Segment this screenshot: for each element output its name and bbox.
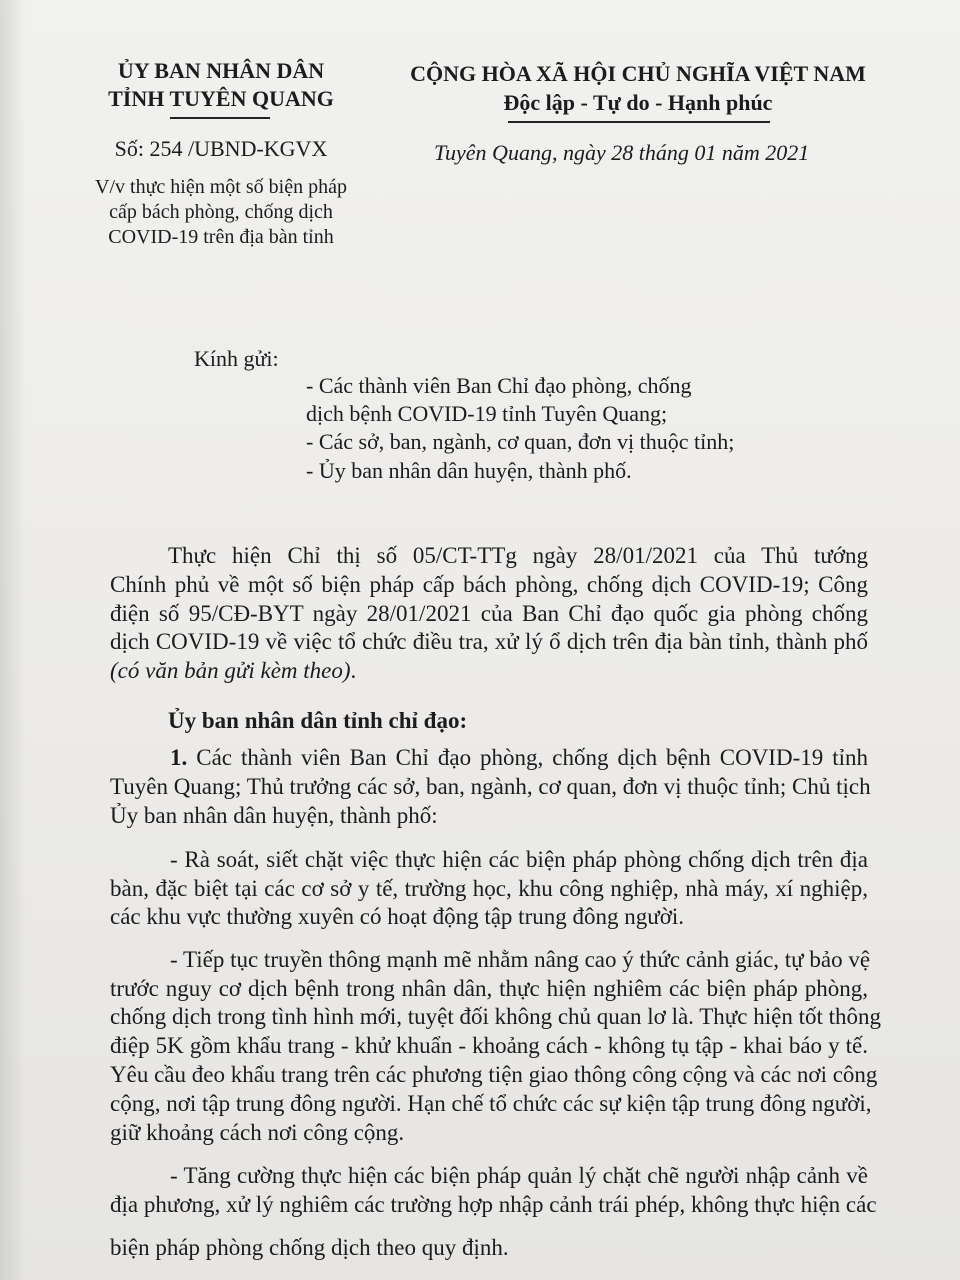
nation-motto: Độc lập - Tự do - Hạnh phúc: [503, 90, 773, 115]
item1-line: Ủy ban nhân dân huyện, thành phố:: [110, 803, 438, 828]
bullet3-line: - Tăng cường thực hiện các biện pháp quản lý chặt chẽ người nhập cảnh về: [170, 1163, 868, 1188]
bullet1-line: các khu vực thường xuyên có hoạt động tập trung đông người.: [110, 904, 685, 929]
subject-line: V/v thực hiện một số biện pháp: [95, 176, 347, 198]
bullet2-line: cộng, nơi tập trung đông người. Hạn chế tổ chức các sự kiện tập trung đông người,: [110, 1091, 872, 1116]
subject-line: COVID-19 trên địa bàn tỉnh: [108, 226, 334, 248]
recipient-line: - Ủy ban nhân dân huyện, thành phố.: [306, 458, 632, 483]
intro-line: Thực hiện Chỉ thị số 05/CT-TTg ngày 28/01/2021 của Thủ tướng: [168, 543, 868, 568]
recipient-line: - Các sở, ban, ngành, cơ quan, đơn vị thuộc tỉnh;: [306, 429, 735, 454]
item1-line: Tuyên Quang; Thủ trưởng các sở, ban, ngành, cơ quan, đơn vị thuộc tỉnh; Chủ tịch: [110, 774, 871, 799]
intro-note: [110, 657, 356, 685]
bullet2-line: giữ khoảng cách nơi công cộng.: [110, 1120, 405, 1145]
recipients-label: Kính gửi:: [194, 346, 279, 371]
bullet2-line: trước nguy cơ dịch bệnh trong nhân dân, thực hiện nghiêm các biện pháp phòng,: [110, 976, 868, 1001]
bullet2-line: - Tiếp tục truyền thông mạnh mẽ nhằm nâng cao ý thức cảnh giác, tự bảo vệ: [170, 947, 871, 972]
intro-line: điện số 95/CĐ-BYT ngày 28/01/2021 của Ban Chỉ đạo quốc gia phòng chống: [110, 601, 868, 626]
intro-line: dịch COVID-19 về việc tổ chức điều tra, xử lý ổ dịch trên địa bàn tỉnh, thành phố: [110, 629, 868, 654]
document-number: Số: 254 /UBND-KGVX: [114, 136, 328, 161]
intro-italic-note: (có văn bản gửi kèm theo): [110, 658, 351, 683]
item1-number: 1.: [170, 745, 188, 770]
motto-underline: [508, 121, 770, 123]
agency-province: TỈNH TUYÊN QUANG: [108, 86, 334, 111]
bullet1-line: - Rà soát, siết chặt việc thực hiện các biện pháp phòng chống dịch trên địa: [170, 847, 868, 872]
page-shadow: [0, 0, 26, 1280]
bullet1-line: bàn, đặc biệt tại các cơ sở y tế, trường học, khu công nghiệp, nhà máy, xí nghiệp,: [110, 876, 868, 901]
agency-name: ỦY BAN NHÂN DÂN: [117, 58, 325, 83]
bullet2-line: Yêu cầu đeo khẩu trang trên các phương tiện giao thông công cộng và các nơi công: [110, 1062, 878, 1087]
bullet3-line: biện pháp phòng chống dịch theo quy định.: [110, 1235, 509, 1260]
item1-first-line: [170, 744, 868, 772]
subject-line: cấp bách phòng, chống dịch: [109, 201, 333, 223]
intro-line: Chính phủ về một số biện pháp cấp bách phòng, chống dịch COVID-19; Công: [110, 572, 868, 597]
item1-text: Các thành viên Ban Chỉ đạo phòng, chống dịch bệnh COVID-19 tỉnh: [196, 745, 868, 770]
nation-title: CỘNG HÒA XÃ HỘI CHỦ NGHĨA VIỆT NAM: [410, 61, 866, 86]
recipient-line: dịch bệnh COVID-19 tỉnh Tuyên Quang;: [306, 401, 668, 426]
agency-underline: [170, 117, 270, 119]
bullet3-line: địa phương, xử lý nghiêm các trường hợp nhập cảnh trái phép, không thực hiện các: [110, 1192, 877, 1217]
directive-heading: Ủy ban nhân dân tỉnh chỉ đạo:: [168, 708, 468, 733]
bullet2-line: điệp 5K gồm khẩu trang - khử khuẩn - khoảng cách - không tụ tập - khai báo y tế.: [110, 1033, 868, 1058]
recipient-line: - Các thành viên Ban Chỉ đạo phòng, chống: [306, 373, 692, 398]
place-date: Tuyên Quang, ngày 28 tháng 01 năm 2021: [434, 140, 810, 165]
intro-note-suffix: .: [350, 658, 357, 683]
bullet2-line: chống dịch trong tình hình mới, tuyệt đối không chủ quan lơ là. Thực hiện tốt thông: [110, 1004, 881, 1029]
